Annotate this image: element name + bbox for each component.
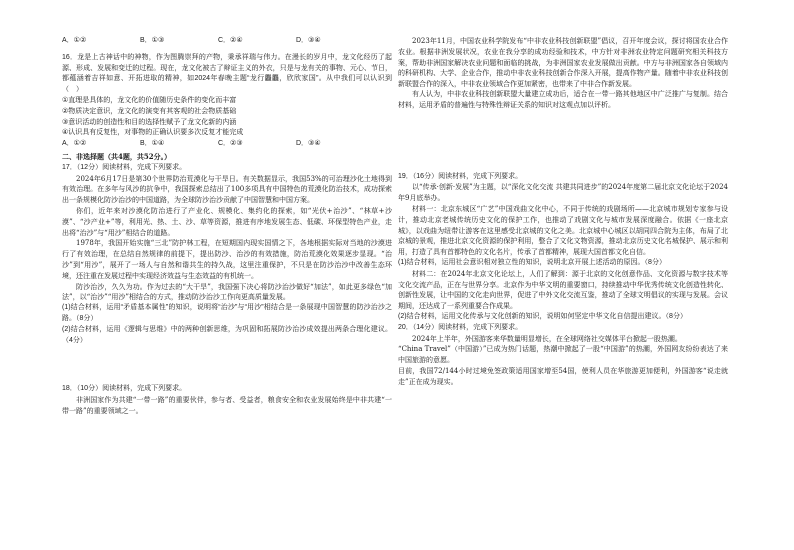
q17-material-4: 防沙治沙，久久为功。作为过去的“大干旱”，我国强下决心将防沙治沙做好“加法”，如此更多绿色“加法”，以“治沙”“用沙”相结合的方式，推动防沙治沙工作向更高质量发展。 bbox=[62, 282, 392, 302]
q17-requirement-1: (1)结合材料，运用“矛盾基本属性”的知识，说明将“治沙”与“用沙”相结合是一条展现中国智慧的防沙治沙之路。（8分） bbox=[62, 304, 392, 322]
q19-material-2: 材料二：在2024年北京文化论坛上，人们了解到：源于北京的文化创意作品、文化资源与数字技术等文化交流产品，正在与世界分享。北京作为中华文明的重要窗口，持续推动中华优秀传统文化创造性转化、创新性发展，让中国的文化走向世界，促进了中外文化交流互鉴，推动了全球文明倡议的实现与发展。会议期间，还达成了一系列重要合作成果。 bbox=[398, 269, 728, 311]
q15-option-a: A．①② bbox=[62, 37, 87, 44]
left-column bbox=[62, 36, 392, 417]
q17-material-1: 2024年6月17日是第30个世界防治荒漠化与干旱日。有关数据显示，我国53%的可治理沙化土地得到有效治理。在多年与风沙的抗争中，我国探索总结出了100多项具有中国特色的荒漠化防治技术，成功探索出一条规模化防沙治沙的中国道路，为全球防沙治沙贡献了中国智慧和中国方案。 bbox=[62, 174, 392, 205]
q19-material-1: 材料一：北京东城区“广艺”中国戏曲文化中心，不同于传统的戏剧场所——北京城市规划专家参与设计，推动北京老城传统历史文化的保护工作，也推动了戏剧文化与城市发展深度融合。依据《一座北京城》，以戏曲为纽带让游客在这里感受北京城的文化之美。北京城中心城区以胡同四合院为主体，布局了北京城的景观，推进北京文化资源的保护利用，整合了文化文物资源，推动北京历史文化名城保护、展示和利用，打造了具有首都特色的文化名片，传承了首都精神，展现大国首都文化自信。 bbox=[398, 204, 728, 257]
q20-header: 20．（14分）阅读材料，完成下列要求。 bbox=[398, 323, 523, 331]
section-2-title: 二、非选择题（共4题，共52分。） bbox=[62, 151, 172, 161]
q15-option-c: C．②④ bbox=[218, 37, 243, 44]
q18-requirement: 有人认为，中非农业科技创新联盟大量建立成功后，适合在一带一路其他地区中广泛推广与复制。结合材料，运用矛盾的普遍性与特殊性辩证关系的知识对这观点加以评析。 bbox=[398, 90, 728, 109]
q15-option-d: D．③④ bbox=[296, 37, 321, 44]
q18-material-1: 非洲国家作为共建“一带一路”的重要伙伴，参与者、受益者，粮食安全和农业发展始终是中非共建“一带一路”的重要领域之一。 bbox=[62, 396, 392, 415]
q18-material-2: 2023年11月，中国农业科学院发布“中非农业科技创新联盟”倡议，召开年度会议，探讨将国农业合作农业。根据非洲发展状况，农业在我分享的成功经验和技术，中方针对非洲农业特定问题研究相关科技方案，帮助非洲国家解决农业问题和面临的挑战，为非洲国家农业发展做出贡献。中方与非洲国家各自领域内的科研机构、大学、企业合作，推动中非农业科技创新合作深入开展，提高作物产量。随着中非农业科技创新联盟合作的深入，中非农业领域合作更加紧密，也带来了中非合作新发展。 bbox=[398, 37, 728, 89]
q19-intro: 以“传承·创新·发展”为主题，以“深化文化交流 共建共同进步”的2024年度第二届北京文化论坛于2024年9月底举办。 bbox=[398, 183, 728, 203]
q15-option-b: B．①③ bbox=[140, 37, 165, 44]
q17-material-2: 你们，近年来对沙漠化防治进行了产业化、规模化、集约化的探索，如“光伏+治沙”、“林草+沙漠”、“沙产业+”等，利用光、热、土、沙、草等资源，推进有序地发展生态、低碳、环保型特色产业，走出将“治沙”与“用沙”相结合的道路。 bbox=[62, 206, 392, 237]
q19-requirement-2: (2)结合材料，运用文化传承与文化创新的知识，说明如何坚定中华文化自信提出建议。（8分） bbox=[398, 312, 687, 320]
q17-header: 17．（12分）阅读材料，完成下列要求。 bbox=[62, 163, 187, 171]
q20-material-3: 目前，我国72/144小时过境免签政策适用国家增至54国，使利人员在华旅游更加便利，外国游客“说走就走”正在成为现实。 bbox=[398, 366, 728, 386]
q16-option-a: A．①② bbox=[62, 140, 87, 148]
q16-option-c: C．②③ bbox=[218, 140, 243, 148]
q16-options bbox=[62, 139, 392, 150]
q18-header: 18．（10分）阅读材料，完成下列要求。 bbox=[62, 385, 187, 393]
answer-space bbox=[62, 346, 392, 384]
right-column bbox=[398, 36, 728, 388]
q16-option-b: B．①④ bbox=[140, 140, 165, 148]
q16-item-1: ①直理是具体的，龙文化的价值随历史条件的变化而丰富 bbox=[62, 96, 237, 104]
q16-item-3: ③意识活动的创造性和目的选择性赋予了龙文化新的内涵 bbox=[62, 118, 237, 126]
q20-material-2: “China Travel”（中国游）”已成为热门话题，热潮中掀起了一股“中国游”的热潮，外国网友纷纷表达了来中国旅游的意愿。 bbox=[398, 345, 728, 365]
q16-option-d: D．③④ bbox=[296, 140, 321, 148]
q15-options bbox=[62, 36, 392, 47]
q19-header: 19．（16分）阅读材料，完成下列要求。 bbox=[398, 172, 523, 180]
answer-space bbox=[398, 112, 728, 172]
q20-material-1: 2024年上半年，外国游客来华数量明显增长，在全球网络社交媒体平台掀起一股热潮。 bbox=[412, 334, 682, 343]
q16-item-4: ④认识具有反复性，对事物的正确认识要多次反复才能完成 bbox=[62, 129, 244, 137]
q17-material-3: 1978年，我国开始实施“三北”防护林工程，在短期国内现实国情之下，各地根据实际对当地的沙漠进行了有效治理，在总结自然规律的前提下，提出防沙、治沙的有效措施，防治荒漠化效果逐步显现。“治沙”到“用沙”，展开了一场人与自然和谐共生的持久战，这里注重保护，不只是在防沙治沙中改善生态环境，还注重在发展过程中实现经济效益与生态效益的有机统一。 bbox=[62, 239, 392, 280]
q16-stem: 16．龙是上古神话中的神物，作为图腾崇拜的产物，秉承祥瑞与伟力。在漫长的岁月中，龙文化经历了起源、形成、发展和变迁的过程。现在，龙文化被古了辩证主义的外衣，只是与龙有关的事物、元心、节日，都蕴涵着吉祥如意、开拓进取的精神，如2024年春晚主题“龙行龘龘，欣欣家国”。从中我们可以认识到（ ） bbox=[62, 53, 392, 94]
q17-requirement-2: (2)结合材料，运用《逻辑与思维》中的两种创新思维，为巩固和拓展防沙治沙成效提出两条合理化建议。（4分） bbox=[62, 325, 392, 344]
q16-item-2: ②物质决定意识，龙文化的演变有其客观的社会物质基础 bbox=[62, 107, 237, 115]
q19-requirement-1: (1)结合材料，运用社会意识相对独立性的知识，说明北京开展上述活动的原因。（8分） bbox=[398, 258, 666, 266]
